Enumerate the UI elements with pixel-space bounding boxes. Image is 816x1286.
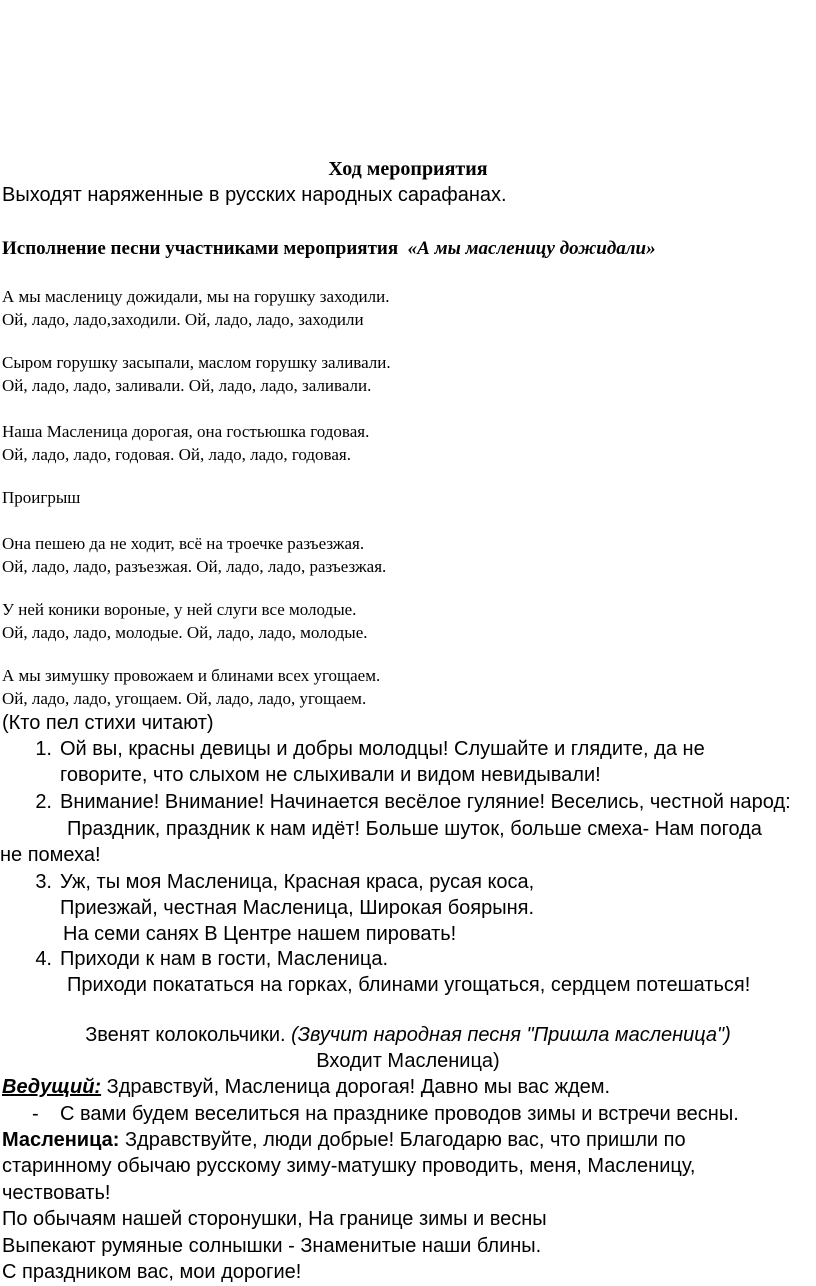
verse-5 bbox=[2, 598, 368, 644]
verse-interlude bbox=[2, 486, 80, 509]
list-line: Приходи покататься на горках, блинами угощаться, сердцем потешаться! bbox=[67, 974, 751, 996]
page-title: Ход мероприятия bbox=[328, 158, 488, 180]
list-line: Уж, ты моя Масленица, Красная краса, русая коса, bbox=[60, 871, 535, 893]
list-number: 1. bbox=[35, 738, 52, 760]
verse-line: У ней коники вороные, у ней слуги все молодые. bbox=[2, 600, 357, 619]
verse-line: А мы масленицу дожидали, мы на горушку заходили. bbox=[2, 287, 390, 306]
verse-6 bbox=[2, 664, 380, 710]
verse-line: Ой, ладо, ладо, годовая. Ой, ладо, ладо, годовая. bbox=[2, 445, 351, 464]
list-line: Праздник, праздник к нам идёт! Больше шуток, больше смеха- Нам погода bbox=[67, 818, 762, 840]
verse-4 bbox=[2, 532, 386, 578]
list-number: 2. bbox=[35, 791, 52, 813]
enter-text: Входит Масленица) bbox=[316, 1050, 500, 1072]
verse-line: Сыром горушку засыпали, маслом горушку заливали. bbox=[2, 353, 391, 372]
list-line: Ой вы, красны девицы и добры молодцы! Слушайте и глядите, да не bbox=[60, 738, 705, 760]
bells-text: Звенят колокольчики. bbox=[85, 1024, 286, 1046]
list-line: Приезжай, честная Масленица, Широкая боярыня. bbox=[60, 897, 535, 919]
verse-line: Ой, ладо, ладо, молодые. Ой, ладо, ладо, молодые. bbox=[2, 623, 368, 642]
verse-2 bbox=[2, 351, 391, 397]
list-number: 3. bbox=[35, 871, 52, 893]
list-number: 4. bbox=[35, 948, 52, 970]
maslenitsa-text: Здравствуйте, люди добрые! Благодарю вас, что пришли по bbox=[119, 1129, 686, 1151]
verse-line: Ой, ладо, ладо,заходили. Ой, ладо, ладо, заходили bbox=[2, 310, 364, 329]
verse-line: Наша Масленица дорогая, она гостьюшка годовая. bbox=[2, 422, 370, 441]
verse-3 bbox=[2, 420, 369, 466]
intro-text: Выходят наряженные в русских народных сарафанах. bbox=[2, 184, 507, 206]
dash-bullet: - bbox=[32, 1103, 39, 1125]
closing-line: Выпекают румяные солнышки - Знаменитые наши блины. bbox=[2, 1235, 542, 1257]
list-line: Приходи к нам в гости, Масленица. bbox=[60, 948, 389, 970]
maslenitsa-label: Масленица: bbox=[2, 1129, 120, 1151]
verse-line: А мы зимушку провожаем и блинами всех угощаем. bbox=[2, 666, 381, 685]
song-heading bbox=[2, 238, 656, 260]
verse-line: Ой, ладо, ладо, разъезжая. Ой, ладо, ладо, разъезжая. bbox=[2, 557, 387, 576]
verse-line: Ой, ладо, ладо, угощаем. Ой, ладо, ладо, угощаем. bbox=[2, 689, 367, 708]
host-text: Здравствуй, Масленица дорогая! Давно мы вас ждем. bbox=[101, 1076, 611, 1098]
poems-note: (Кто пел стихи читают) bbox=[2, 712, 214, 734]
closing-line: По обычаям нашей сторонушки, На границе зимы и весны bbox=[2, 1208, 547, 1230]
list-line: На семи санях В Центре нашем пировать! bbox=[63, 923, 457, 945]
verse-line: Проигрыш bbox=[2, 488, 81, 507]
closing-line: С праздником вас, мои дорогие! bbox=[2, 1261, 302, 1283]
song-heading-text: Исполнение песни участниками мероприятия bbox=[2, 238, 399, 259]
maslenitsa-text-2: старинному обычаю русскому зиму-матушку проводить, меня, Масленицу, bbox=[2, 1155, 696, 1177]
verse-line: Ой, ладо, ладо, заливали. Ой, ладо, ладо, заливали. bbox=[2, 376, 372, 395]
song-name: «А мы масленицу дожидали» bbox=[407, 238, 656, 259]
host-text-2: С вами будем веселиться на празднике проводов зимы и встречи весны. bbox=[60, 1103, 739, 1125]
host-label: Ведущий: bbox=[2, 1076, 102, 1098]
maslenitsa-text-3: чествовать! bbox=[2, 1182, 111, 1204]
scene-direction bbox=[0, 1022, 816, 1048]
list-line: говорите, что слыхом не слыхивали и видом невидывали! bbox=[60, 764, 601, 786]
list-line: не помеха! bbox=[0, 844, 101, 866]
maslenitsa-line bbox=[2, 1127, 686, 1153]
verse-line: Она пешею да не ходит, всё на троечке разъезжая. bbox=[2, 534, 365, 553]
host-line bbox=[2, 1074, 610, 1100]
verse-1 bbox=[2, 285, 389, 331]
list-line: Внимание! Внимание! Начинается весёлое гуляние! Веселись, честной народ: bbox=[60, 791, 791, 813]
song-note: (Звучит народная песня "Пришла масленица") bbox=[291, 1024, 731, 1046]
